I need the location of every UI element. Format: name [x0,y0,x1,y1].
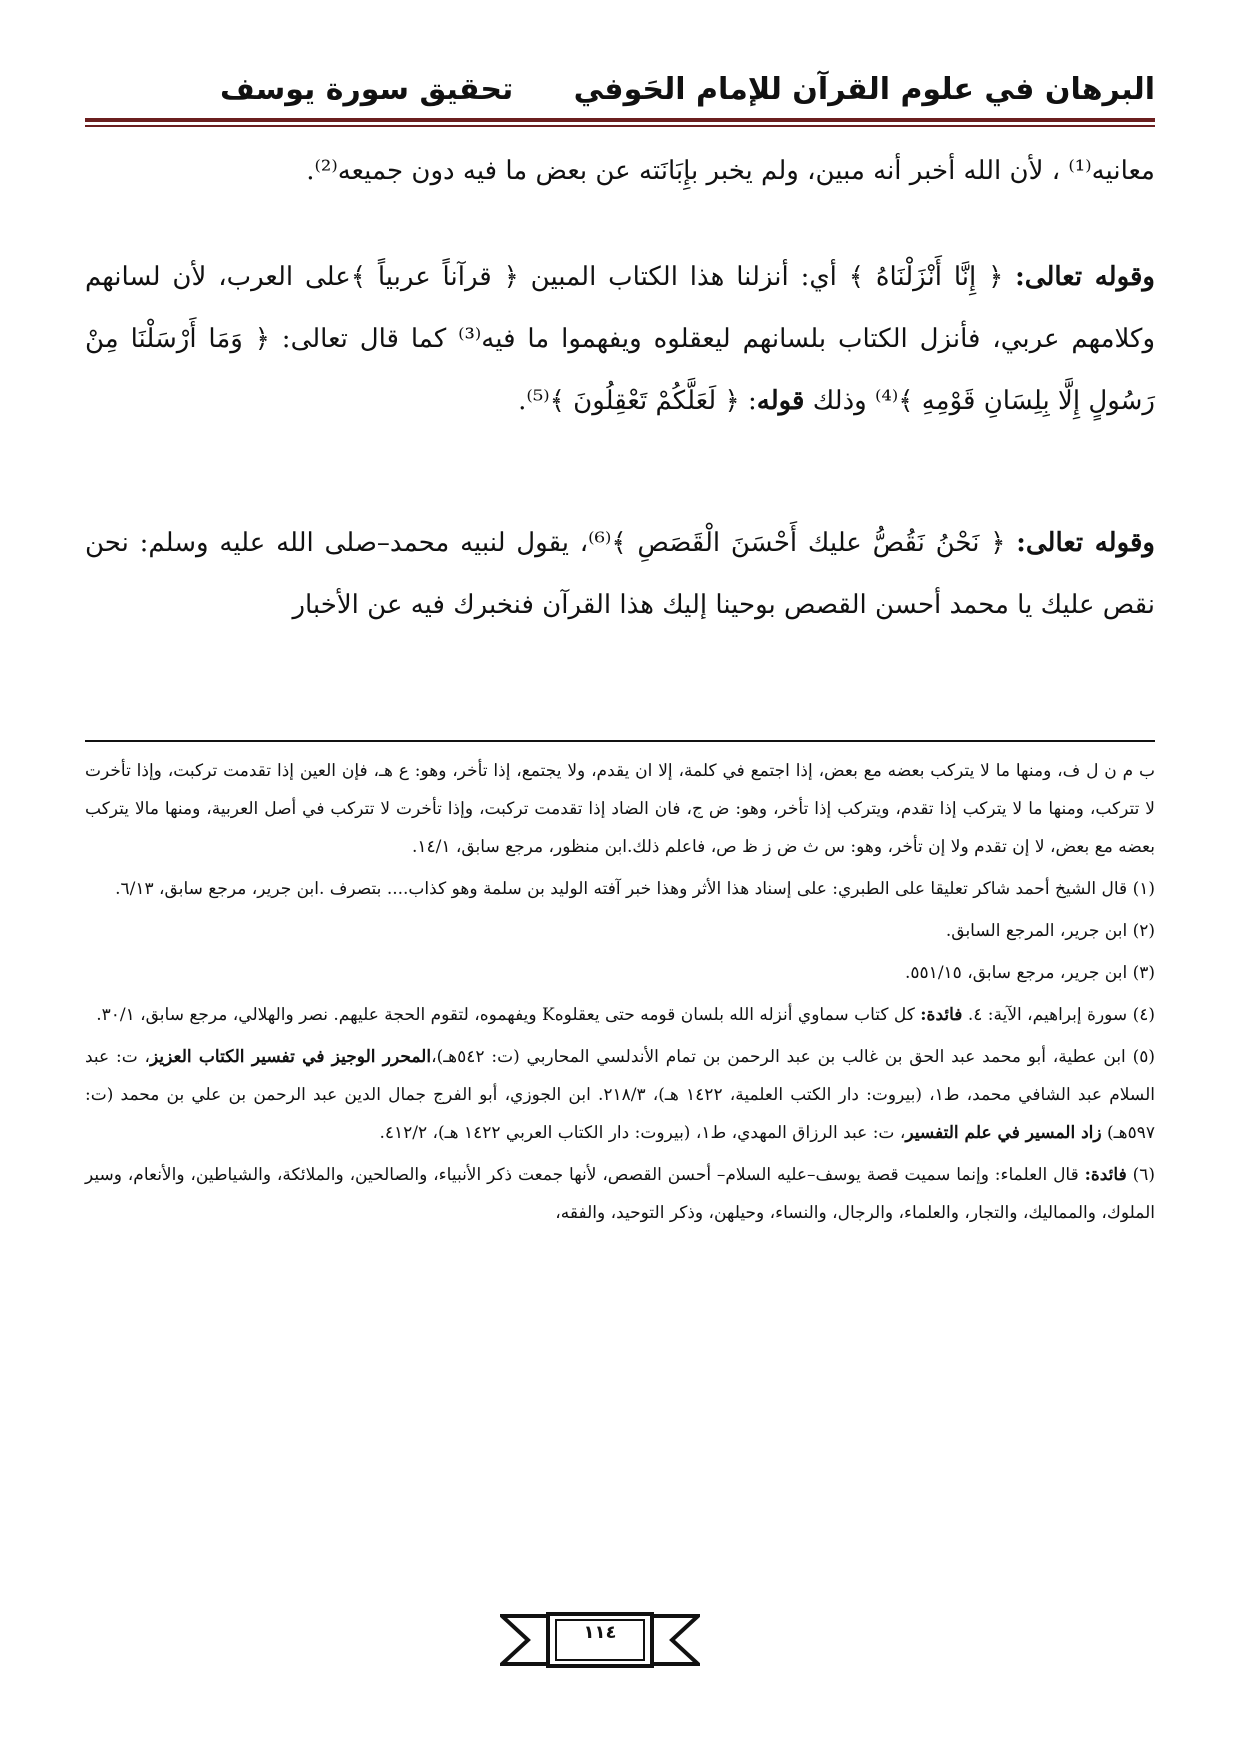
footnote-separator [85,740,1155,742]
verse-lead: وقوله تعالى: [1016,528,1155,558]
paragraph-text [85,246,1155,432]
footnote-6 [85,1156,1155,1232]
footnote-4 [85,996,1155,1034]
running-header [85,72,1155,112]
footnote-2: (٢) ابن جرير، المرجع السابق. [945,921,1155,941]
body-paragraph-3 [85,512,1155,636]
footnote-3: (٣) ابن جرير، مرجع سابق، ٥٥١/١٥. [905,963,1155,983]
body-paragraph-1 [85,140,1155,202]
commentary-text: ﴿ إِنَّا أَنْزَلْنَاهُ ﴾ أي: أنزلنا هذا الكتاب المبين ﴿ قرآناً عربياً ﴾على العرب، لأن لسانهم وكلامهم عربي، فأنزل الكتاب بلسانهم ليعقلوه ويفهموا ما فيه⁽³⁾ كما قال تعالى: ﴿ وَمَا أَرْسَلْنَا مِنْ رَسُولٍ إِلَّا بِلِسَانِ قَوْمِهِ ﴾⁽⁴⁾ وذلك [85,262,1155,416]
footnote-text: (٤) سورة إبراهيم، الآية: ٤. [962,1005,1155,1025]
header-rule-thin [85,125,1155,127]
footnote-text: قال العلماء: وإنما سميت قصة يوسف–عليه السلام– أحسن القصص، لأنها جمعت ذكر الأنبياء، والصالحين، والملائكة، والشياطين، والأنعام، وسير الملوك، والمماليك، والتجار، والعلماء، والرجال، والنساء، وحيلهن، وذكر التوحيد، والفقه، [85,1165,1155,1223]
footnote-text: ، ت: عبد السلام عبد الشافي محمد، ط١، (بيروت: دار الكتب العلمية، ١٤٢٢ هـ)، ٢١٨/٣. ابن الجوزي، أبو الفرج جمال الدين عبد الرحمن بن علي بن محمد (ت: ٥٩٧هـ) [85,1047,1155,1143]
footnote-text: (٥) ابن عطية، أبو محمد عبد الحق بن غالب بن عبد الرحمن بن تمام الأندلسي المحاربي (ت: ٥٤٢هـ)، [431,1047,1155,1067]
body-paragraph-2 [85,246,1155,432]
footnote-1: (١) قال الشيخ أحمد شاكر تعليقا على الطبري: على إسناد هذا الأثر وهذا خبر آفته الوليد بن سلمة وهو كذاب.... بتصرف .ابن جرير، مرجع سابق، ٦/١٣. [115,879,1155,899]
commentary-text: ﴿ نَحْنُ نَقُصُّ عليك أَحْسَنَ الْقَصَصِ ﴾⁽⁶⁾، يقول لنبيه محمد–صلى الله عليه وسلم: نحن نقص عليك يا محمد أحسن القصص بوحينا إليك هذا القرآن فنخبرك فيه عن الأخبار [85,528,1155,620]
footnote-book-title: المحرر الوجيز في تفسير الكتاب العزيز [150,1047,432,1067]
footnote-text: كل كتاب سماوي أنزله الله بلسان قومه حتى يعقلوهK ويفهموه، لتقوم الحجة عليهم. نصر والهلالي، مرجع سابق، ٣٠/١. [96,1005,921,1025]
header-rule-thick [85,118,1155,122]
footnote-text: (٦) [1126,1165,1155,1185]
paragraph-text: معانيه⁽¹⁾ ، لأن الله أخبر أنه مبين، ولم يخبر بإِبَانَته عن بعض ما فيه دون جميعه⁽²⁾. [306,156,1155,186]
footnote-text: ، ت: عبد الرزاق المهدي، ط١، (بيروت: دار الكتاب العربي ١٤٢٢ هـ)، ٤١٢/٢. [379,1123,906,1143]
book-title: البرهان في علوم القرآن للإمام الحَوفي [573,72,1155,107]
page-number-ornament [500,1608,700,1672]
commentary-text: : ﴿ لَعَلَّكُمْ تَعْقِلُونَ ﴾⁽⁵⁾. [518,386,757,416]
footnote-keyword: فائدة: [920,1005,963,1025]
page-number: ١١٤ [583,1622,617,1643]
footnote-5 [85,1038,1155,1152]
footnotes [85,752,1155,1236]
footnote-keyword: فائدة: [1084,1165,1127,1185]
verse-lead: وقوله تعالى: [1015,262,1155,292]
keyword: قوله [756,386,805,416]
footnote-book-title: زاد المسير في علم التفسير [905,1123,1102,1143]
paragraph-text [85,512,1155,636]
section-title: تحقيق سورة يوسف [220,72,514,107]
footnote-continuation: ب م ن ل ف، ومنها ما لا يتركب بعضه مع بعض، إذا اجتمع في كلمة، إلا ان يقدم، ولا يجتمع، إذا تأخر، وهو: ع هـ، فإن العين إذا تقدمت تركبت، وإذا تأخرت لا تتركب، ومنها ما لا يتركب إذا تقدم، ويتركب إذا تأخر، وهو: ض ج، فان الضاد إذا تقدمت تركبت، وإذا تأخرت لا تتركب في أصل العربية، ومنها مالا يتركب بعضه مع بعض، لا إن تقدم ولا إن تأخر، وهو: س ث ض ز ظ ص، فاعلم ذلك.ابن منظور، مرجع سابق، ١٤/١. [85,761,1155,857]
